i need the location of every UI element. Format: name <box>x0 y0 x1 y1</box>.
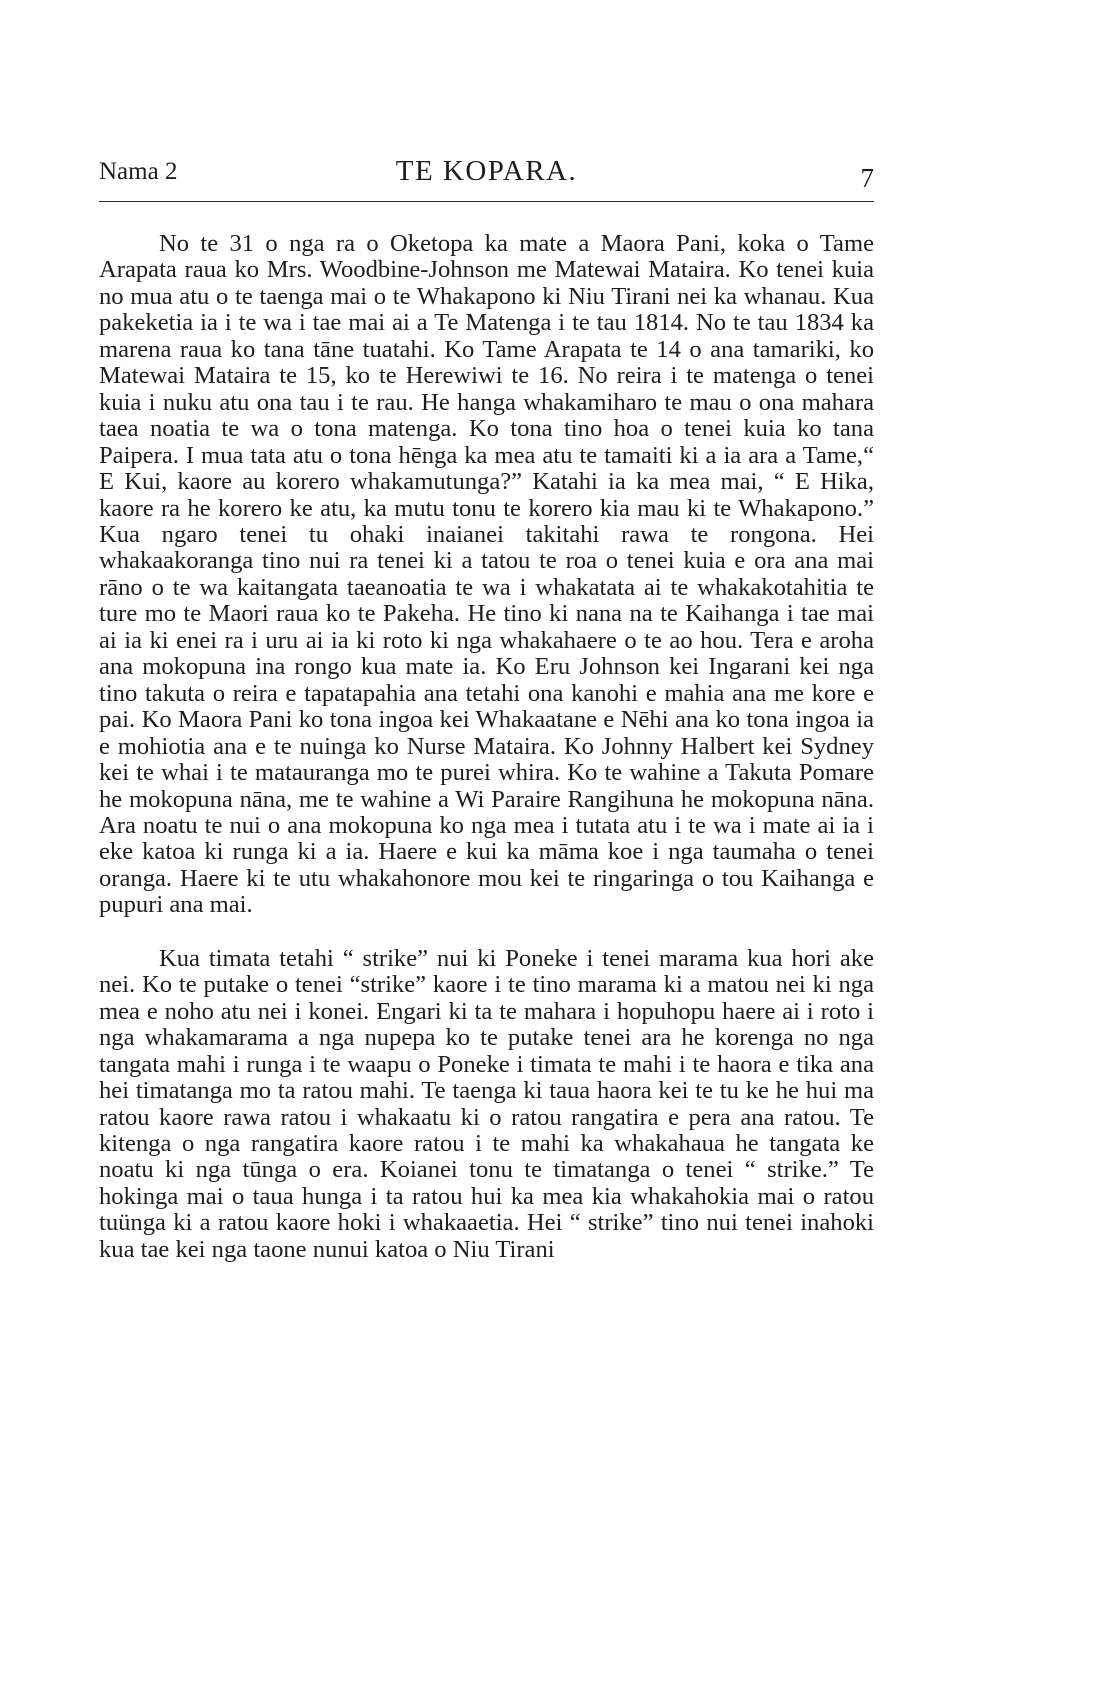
paragraph-strike: Kua timata tetahi “ strike” nui ki Poneke i tenei marama kua hori ake nei. Ko te putake o tenei “strike” kaore i te tino marama ki a matou nei ki nga mea e noho atu nei i konei. Engari ki ta te mahara i hopuhopu haere ai i roto i nga whakamarama a nga nupepa ko te putake tenei ara he korenga no nga tangata mahi i runga i te waapu o Poneke i timata te mahi i te haora e tika ana hei timatanga mo ta ratou mahi. Te taenga ki taua haora kei te tu ke he hui ma ratou kaore rawa ratou i whakaatu ki o ratou rangatira e pera ana ratou. Te kitenga o nga rangatira kaore ratou i te mahi ka whakahaua he tangata ke noatu ki nga tūnga o era. Koianei tonu te timatanga o tenei “ strike.” Te hokinga mai o taua hunga i ta ratou hui ka mea kia whakahokia mai o ratou tuünga ki a ratou kaore hoki i whakaaetia. Hei “ strike” tino nui tenei inahoki kua tae kei nga taone nunui katoa o Niu Tirani <box>99 944 874 1263</box>
page-number: 7 <box>860 163 874 193</box>
page-header <box>99 155 874 202</box>
article-body <box>99 231 874 1263</box>
publication-title: TE KOPARA. <box>395 155 578 187</box>
paragraph-obituary: No te 31 o nga ra o Oketopa ka mate a Maora Pani, koka o Tame Arapata raua ko Mrs. Woodbine-Johnson me Matewai Mataira. Ko tenei kuia no mua atu o te taenga mai o te Whakapono ki Niu Tirani nei ka whanau. Kua pakeketia ia i te wa i tae mai ai a Te Matenga i te tau 1814. No te tau 1834 ka marena raua ko tana tāne tuatahi. Ko Tame Arapata te 14 o ana tamariki, ko Matewai Mataira te 15, ko te Herewiwi te 16. No reira i te matenga o tenei kuia i nuku atu ona tau i te rau. He hanga whakamiharo te mau o ona mahara taea noatia te wa o tona matenga. Ko tona tino hoa o tenei kuia ko tana Paipera. I mua tata atu o tona hēnga ka mea atu te tamaiti ki a ia ara a Tame,“ E Kui, kaore au korero whakamutunga?” Katahi ia ka mea mai, “ E Hika, kaore ra he korero ke atu, ka mutu tonu te korero kia mau ki te Whakapono.” Kua ngaro tenei tu ohaki inaianei takitahi rawa te rongona. Hei whakaakoranga tino nui ra tenei ki a tatou te roa o tenei kuia e ora ana mai rāno o te wa kaitangata taeanoatia te wa i whakatata ai te whakakotahitia te ture mo te Maori raua ko te Pakeha. He tino ki nana na te Kaihanga i tae mai ai ia ki enei ra i uru ai ia ki roto ki nga whakahaere o te ao hou. Tera e aroha ana mokopuna ina rongo kua mate ia. Ko Eru Johnson kei Ingarani kei nga tino takuta o reira e tapatapahia ana tetahi ona kanohi e mahia ana me kore e pai. Ko Maora Pani ko tona ingoa kei Whakaatane e Nēhi ana ko tona ingoa ia e mohiotia ana e te nuinga ko Nurse Mataira. Ko Johnny Halbert kei Sydney kei te whai i te matauranga mo te purei whira. Ko te wahine a Takuta Pomare he mokopuna nāna, me te wahine a Wi Paraire Rangihuna he mokopuna nāna. Ara noatu te nui o ana mokopuna ko nga mea i tutata atu i te wa i mate ai ia i eke katoa ki runga ki a ia. Haere e kui ka māma koe i nga taumaha o tenei oranga. Haere ki te utu whakahonore mou kei te ringaringa o tou Kaihanga e pupuri ana mai. <box>99 230 874 919</box>
document-page <box>99 155 874 1263</box>
issue-number: Nama 2 <box>99 158 178 185</box>
